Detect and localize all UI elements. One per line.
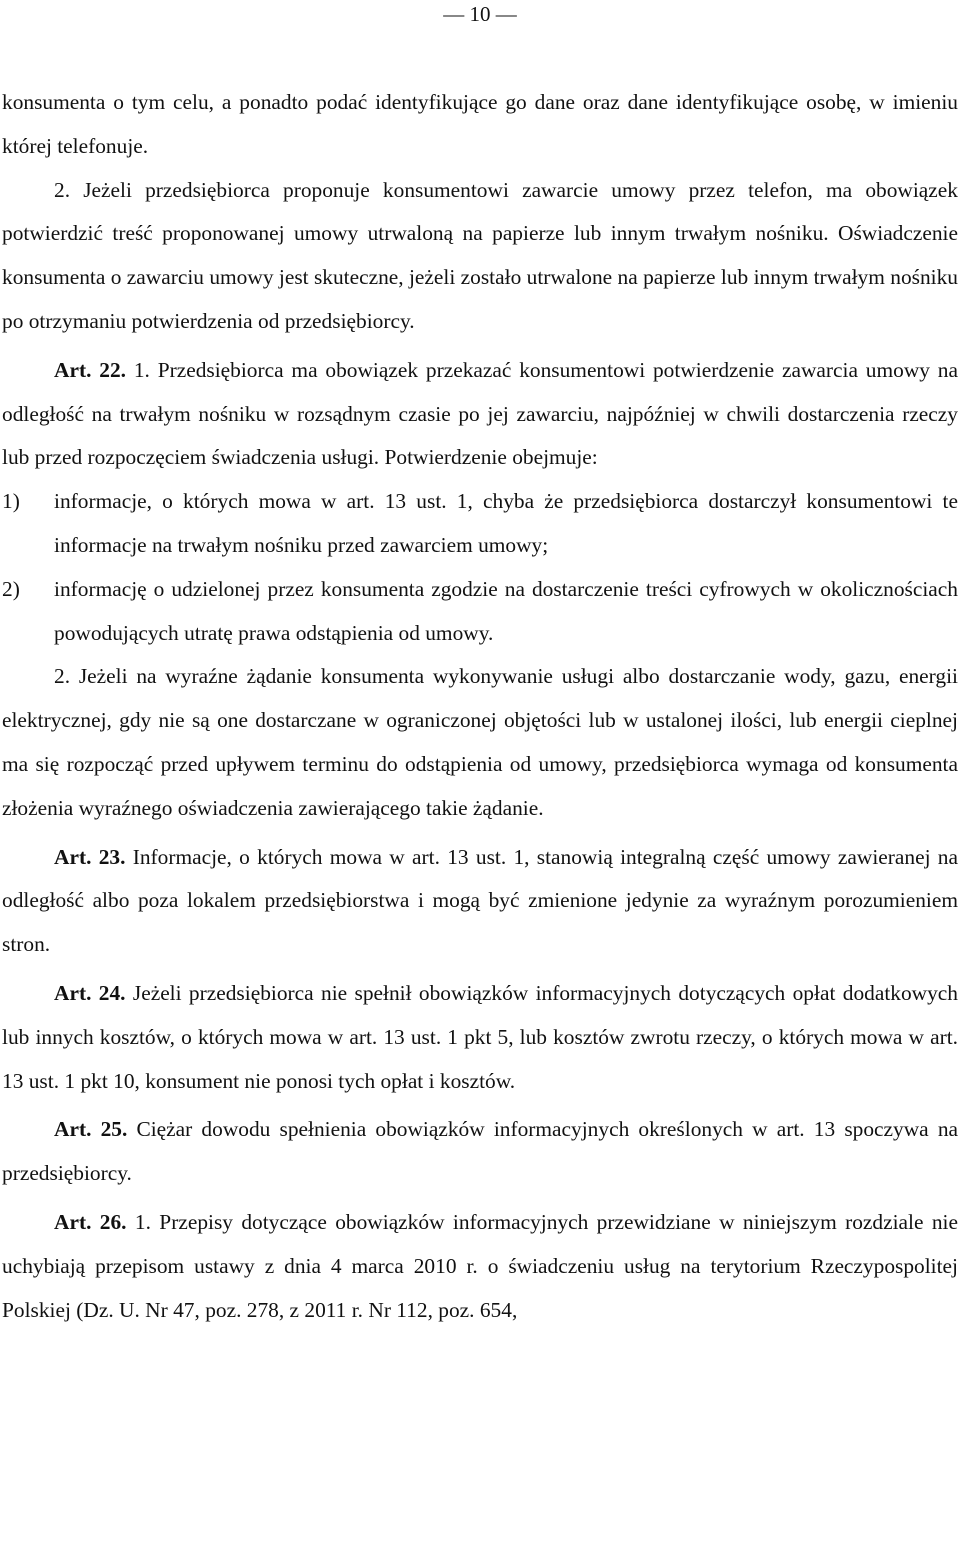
list-item-text: informację o udzielonej przez konsumenta zgodzie na dostarczenie treści cyfrowych w okolicznościach powodujących utratę prawa odstąpienia od umowy. [54, 576, 958, 645]
article-text: 1. Przepisy dotyczące obowiązków informacyjnych przewidziane w niniejszym rozdziale nie uchybiają przepisom ustawy z dnia 4 marca 2010 r. o świadczeniu usług na terytorium Rzeczypospolitej Polskiej (Dz. U. Nr 47, poz. 278, z 2011 r. Nr 112, poz. 654, [2, 1209, 958, 1322]
list-item [2, 568, 958, 656]
article-number: Art. 26. [54, 1209, 127, 1234]
list-item [2, 480, 958, 568]
article-text: 1. Przedsiębiorca ma obowiązek przekazać konsumentowi potwierdzenie zawarcia umowy na odległość na trwałym nośniku w rozsądnym czasie po jej zawarciu, najpóźniej w chwili dostarczenia rzeczy lub przed rozpoczęciem świadczenia usługi. Potwierdzenie obejmuje: [2, 357, 958, 470]
article-text: Ciężar dowodu spełnienia obowiązków informacyjnych określonych w art. 13 spoczywa na przedsiębiorcy. [2, 1117, 959, 1186]
list-item-text: informacje, o których mowa w art. 13 ust. 1, chyba że przedsiębiorca dostarczył konsumentowi te informacje na trwałym nośniku przed zawarciem umowy; [54, 489, 958, 557]
paragraph-art23 [2, 836, 958, 967]
paragraph-art22-sec1 [2, 349, 958, 480]
paragraph-art26 [2, 1201, 958, 1332]
article-number: Art. 23. [54, 844, 126, 869]
article-number: Art. 24. [54, 980, 126, 1005]
article-number: Art. 25. [54, 1117, 128, 1142]
document-body [2, 81, 958, 1332]
paragraph-art24 [2, 972, 958, 1103]
list-marker: 2) [2, 576, 20, 601]
paragraph-art22-sec2: 2. Jeżeli na wyraźne żądanie konsumenta wykonywanie usługi albo dostarczanie wody, gazu, energii elektrycznej, gdy nie są one dostarczane w ograniczonej objętości lub w ustalonej ilości, lub energii cieplnej ma się rozpocząć przed upływem terminu do odstąpienia od umowy, przedsiębiorca wymaga od konsumenta złożenia wyraźnego oświadczenia zawierającego takie żądanie. [2, 664, 958, 820]
article-text: Informacje, o których mowa w art. 13 ust. 1, stanowią integralną część umowy zawieranej na odległość albo poza lokalem przedsiębiorstwa i mogą być zmienione jedynie za wyraźnym porozumieniem stron. [2, 844, 958, 957]
paragraph-continuation: konsumenta o tym celu, a ponadto podać identyfikujące go dane oraz dane identyfikujące osobę, w imieniu której telefonuje. [2, 90, 958, 158]
article-number: Art. 22. [54, 357, 126, 382]
paragraph-art25 [2, 1108, 958, 1196]
page-number: — 10 — [443, 2, 517, 26]
list-marker: 1) [2, 489, 20, 514]
paragraph-art21-sec2: 2. Jeżeli przedsiębiorca proponuje konsumentowi zawarcie umowy przez telefon, ma obowiązek potwierdzić treść proponowanej umowy utrwaloną na papierze lub innym trwałym nośniku. Oświadczenie konsumenta o zawarciu umowy jest skuteczne, jeżeli zostało utrwalone na papierze lub innym trwałym nośniku po otrzymaniu potwierdzenia od przedsiębiorcy. [2, 177, 958, 333]
article-text: Jeżeli przedsiębiorca nie spełnił obowiązków informacyjnych dotyczących opłat dodatkowych lub innych kosztów, o których mowa w art. 13 ust. 1 pkt 5, lub kosztów zwrotu rzeczy, o których mowa w art. 13 ust. 1 pkt 10, konsument nie ponosi tych opłat i kosztów. [2, 980, 958, 1093]
